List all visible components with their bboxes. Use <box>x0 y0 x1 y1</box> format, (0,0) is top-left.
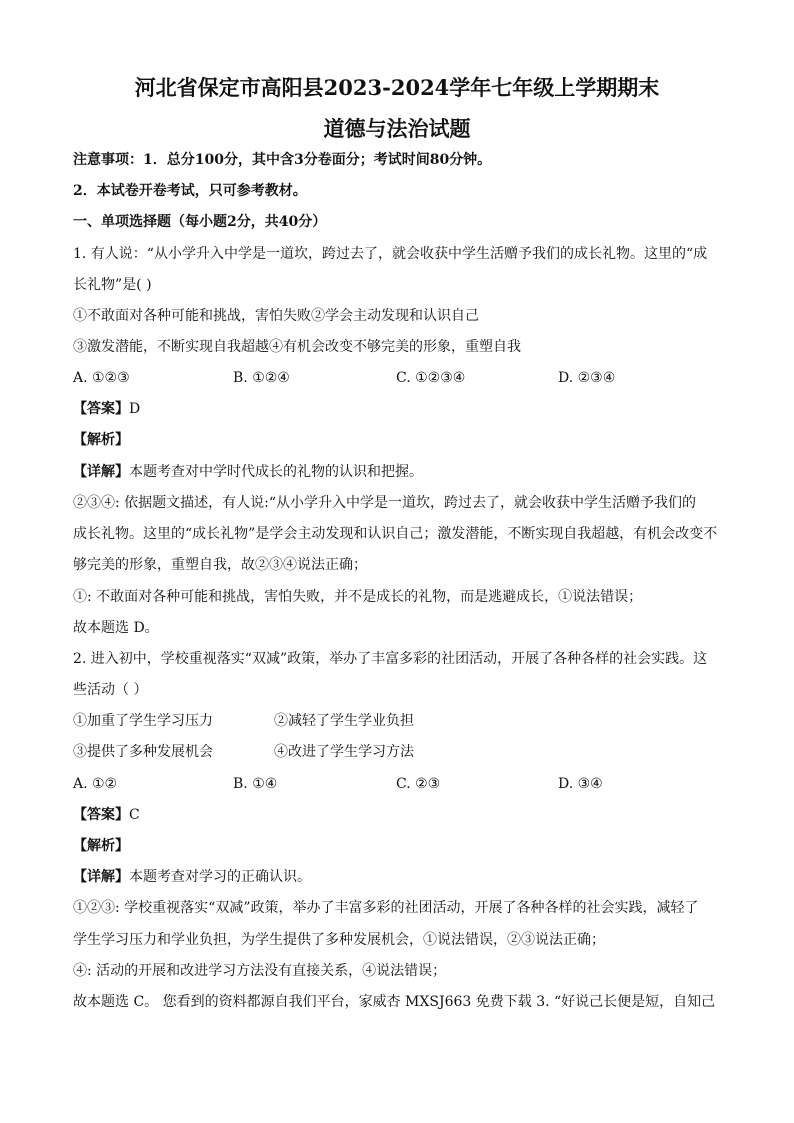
q2-answer: 【答案】C <box>73 807 140 823</box>
q1-answer: 【答案】D <box>73 401 141 417</box>
q1-option-d: D. ②③④ <box>558 370 616 386</box>
q2-explanation-line-2: 学生学习压力和学业负担，为学生提供了多种发展机会，①说法错误，②③说法正确； <box>73 932 605 948</box>
q1-option-a: A. ①②③ <box>73 370 130 386</box>
document-subtitle: 道德与法治试题 <box>323 116 471 141</box>
q1-stem-line-2: 长礼物”是( ) <box>73 277 152 293</box>
q2-option-c: C. ②③ <box>396 776 441 792</box>
q2-item-4: ④改进了学生学习方法 <box>274 744 414 760</box>
section-heading: 一、单项选择题（每小题2分，共40分） <box>73 214 327 230</box>
q1-explanation-line-2: 成长礼物。这里的“成长礼物”是学会主动发现和认识自己；激发潜能，不断实现自我超越，有机会改变不 <box>73 526 718 542</box>
q1-item-line-2: ③激发潜能，不断实现自我超越④有机会改变不够完美的形象，重塑自我 <box>73 339 521 355</box>
q1-analysis-label: 【解析】 <box>73 432 129 448</box>
document-title: 河北省保定市高阳县2023-2024学年七年级上学期期末 <box>134 75 660 100</box>
q1-detail: 【详解】本题考查对中学时代成长的礼物的认识和把握。 <box>73 464 423 480</box>
q1-option-b: B. ①②④ <box>233 370 290 386</box>
q1-conclusion: 故本题选 D。 <box>73 620 159 636</box>
q1-item-line-1: ①不敢面对各种可能和挑战，害怕失败②学会主动发现和认识自己 <box>73 308 479 324</box>
q2-stem-line-1: 2. 进入初中，学校重视落实“双减”政策，举办了丰富多彩的社团活动，开展了各种各样的社会实践。这 <box>73 651 708 667</box>
q2-item-2: ②减轻了学生学业负担 <box>274 713 414 729</box>
q2-option-b: B. ①④ <box>233 776 278 792</box>
notice-line-2: 2．本试卷开卷考试，只可参考教材。 <box>73 183 307 199</box>
q2-item-3: ③提供了多种发展机会 <box>73 744 213 760</box>
q1-explanation-line-3: 够完美的形象，重塑自我，故②③④说法正确； <box>73 557 367 573</box>
q2-explanation-line-1: ①②③: 学校重视落实“双减”政策，举办了丰富多彩的社团活动，开展了各种各样的社会实践，减轻了 <box>73 900 699 916</box>
q2-detail: 【详解】本题考查对学习的正确认识。 <box>73 869 311 885</box>
q2-option-a: A. ①② <box>73 776 118 792</box>
q1-option-c: C. ①②③④ <box>396 370 466 386</box>
q1-explanation-line-1: ②③④: 依据题文描述，有人说:“从小学升入中学是一道坎，跨过去了，就会收获中学生活赠予我们的 <box>73 495 697 511</box>
q2-option-d: D. ③④ <box>558 776 603 792</box>
q2-analysis-label: 【解析】 <box>73 838 129 854</box>
q1-stem-line-1: 1. 有人说：“从小学升入中学是一道坎，跨过去了，就会收获中学生活赠予我们的成长礼物。这里的“成 <box>73 246 708 262</box>
q2-conclusion: 故本题选 C。 您看到的资料都源自我们平台，家威杏 MXSJ663 免费下载 3. “好说己长便是短，自知己 <box>73 994 716 1010</box>
q2-stem-line-2: 些活动（ ） <box>73 682 148 698</box>
notice-line-1: 注意事项：1．总分100分，其中含3分卷面分；考试时间80分钟。 <box>73 152 492 168</box>
q1-explanation-line-4: ①: 不敢面对各种可能和挑战，害怕失败，并不是成长的礼物，而是逃避成长，①说法错误； <box>73 589 643 605</box>
q2-explanation-line-3: ④: 活动的开展和改进学习方法没有直接关系，④说法错误； <box>73 963 447 979</box>
q2-item-1: ①加重了学生学习压力 <box>73 713 213 729</box>
